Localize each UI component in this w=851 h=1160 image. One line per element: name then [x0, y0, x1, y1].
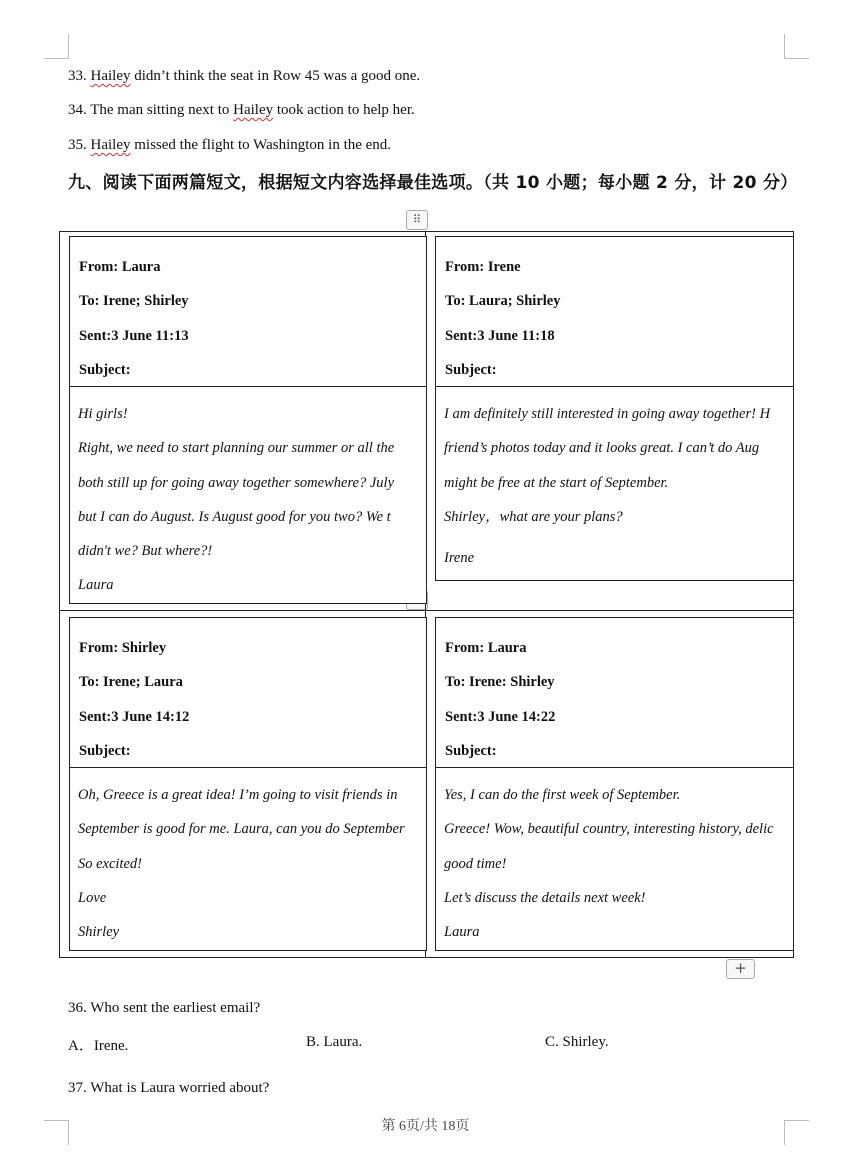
option-b: B. Laura.	[306, 1034, 363, 1050]
email-line: but I can do August. Is August good for you two? We t	[78, 508, 391, 525]
question-text: didn’t think the seat in Row 45 was a good one.	[130, 68, 421, 84]
table-row-divider	[59, 610, 793, 611]
email-subject: Subject:	[79, 361, 131, 378]
spell-marked-word: Hailey	[90, 68, 131, 84]
email-from: From: Irene	[445, 259, 521, 275]
email-line: Let’s discuss the details next week!	[444, 889, 646, 906]
email-sent: Sent:3 June 14:22	[445, 708, 556, 725]
email-sent: Sent:3 June 11:13	[79, 327, 189, 344]
crop-mark-top-left	[44, 34, 69, 59]
email-line: both still up for going away together somewhere? July	[78, 474, 395, 491]
email-to: To: Irene; Laura	[79, 674, 183, 691]
question-text: 33.	[68, 68, 91, 84]
email-from: From: Laura	[79, 259, 161, 275]
email-card-4	[435, 617, 793, 951]
table-move-handle-icon[interactable]: ⠿	[406, 210, 428, 230]
email-signature: Laura	[444, 924, 480, 941]
email-line: Oh, Greece is a great idea! I’m going to visit friends in	[78, 787, 398, 803]
add-row-button[interactable]: +	[726, 959, 755, 979]
question-text: took action to help her.	[273, 102, 415, 118]
email-signature: Laura	[78, 577, 114, 594]
email-subject: Subject:	[79, 742, 131, 759]
option-a: A．Irene.	[68, 1038, 129, 1054]
email-subject: Subject:	[445, 742, 497, 759]
email-header	[70, 618, 426, 768]
email-line: Love	[78, 889, 107, 906]
email-subject: Subject:	[445, 361, 497, 378]
email-card-3	[69, 617, 427, 951]
spell-marked-word: Hailey	[90, 137, 131, 153]
email-line: Greece! Wow, beautiful country, interesting history, delic	[444, 821, 774, 838]
email-sent: Sent:3 June 14:12	[79, 708, 190, 725]
email-to: To: Irene; Shirley	[79, 293, 189, 310]
spell-marked-word: Hailey	[233, 102, 274, 118]
email-line: good time!	[444, 855, 507, 872]
email-line: Right, we need to start planning our summer or all the	[78, 440, 395, 457]
crop-mark-top-right	[784, 34, 809, 59]
email-sent: Sent:3 June 11:18	[445, 327, 555, 344]
question-35	[68, 135, 391, 155]
email-body	[436, 768, 793, 949]
email-line: might be free at the start of September.	[444, 474, 669, 491]
email-card-2	[435, 236, 793, 581]
question-37: 37. What is Laura worried about?	[68, 1080, 270, 1096]
email-line: Yes, I can do the first week of September.	[444, 787, 681, 803]
question-33	[68, 66, 420, 86]
question-34	[68, 100, 415, 120]
section-heading: 九、阅读下面两篇短文，根据短文内容选择最佳选项。（共 10 小题；每小题 2 分，计 20 分）	[68, 173, 798, 193]
email-body	[70, 768, 426, 949]
email-line: Shirley，what are your plans?	[444, 508, 623, 525]
email-line: I am definitely still interested in going away together! H	[444, 406, 771, 422]
email-header	[436, 618, 793, 768]
email-body	[436, 387, 793, 570]
email-line: So excited!	[78, 855, 143, 872]
email-to: To: Laura; Shirley	[445, 293, 561, 310]
email-line: didn't we? But where?!	[78, 543, 213, 560]
email-line: friend’s photos today and it looks great. I can’t do Aug	[444, 440, 760, 457]
email-from: From: Shirley	[79, 640, 167, 656]
email-from: From: Laura	[445, 640, 527, 656]
email-to: To: Irene: Shirley	[445, 674, 555, 691]
question-text: 35.	[68, 137, 91, 153]
email-body	[70, 387, 426, 603]
email-card-1	[69, 236, 427, 604]
email-signature: Shirley	[78, 924, 120, 941]
question-text: 34. The man sitting next to	[68, 102, 234, 118]
option-c: C. Shirley.	[545, 1034, 609, 1050]
email-header	[70, 237, 426, 387]
email-signature: Irene	[444, 550, 475, 567]
email-header	[436, 237, 793, 387]
question-36: 36. Who sent the earliest email?	[68, 1000, 261, 1016]
page-number: 第 6页/共 18页	[381, 1119, 470, 1134]
question-text: missed the flight to Washington in the end.	[130, 137, 392, 153]
email-line: September is good for me. Laura, can you do September	[78, 821, 405, 838]
email-line: Hi girls!	[78, 406, 128, 422]
